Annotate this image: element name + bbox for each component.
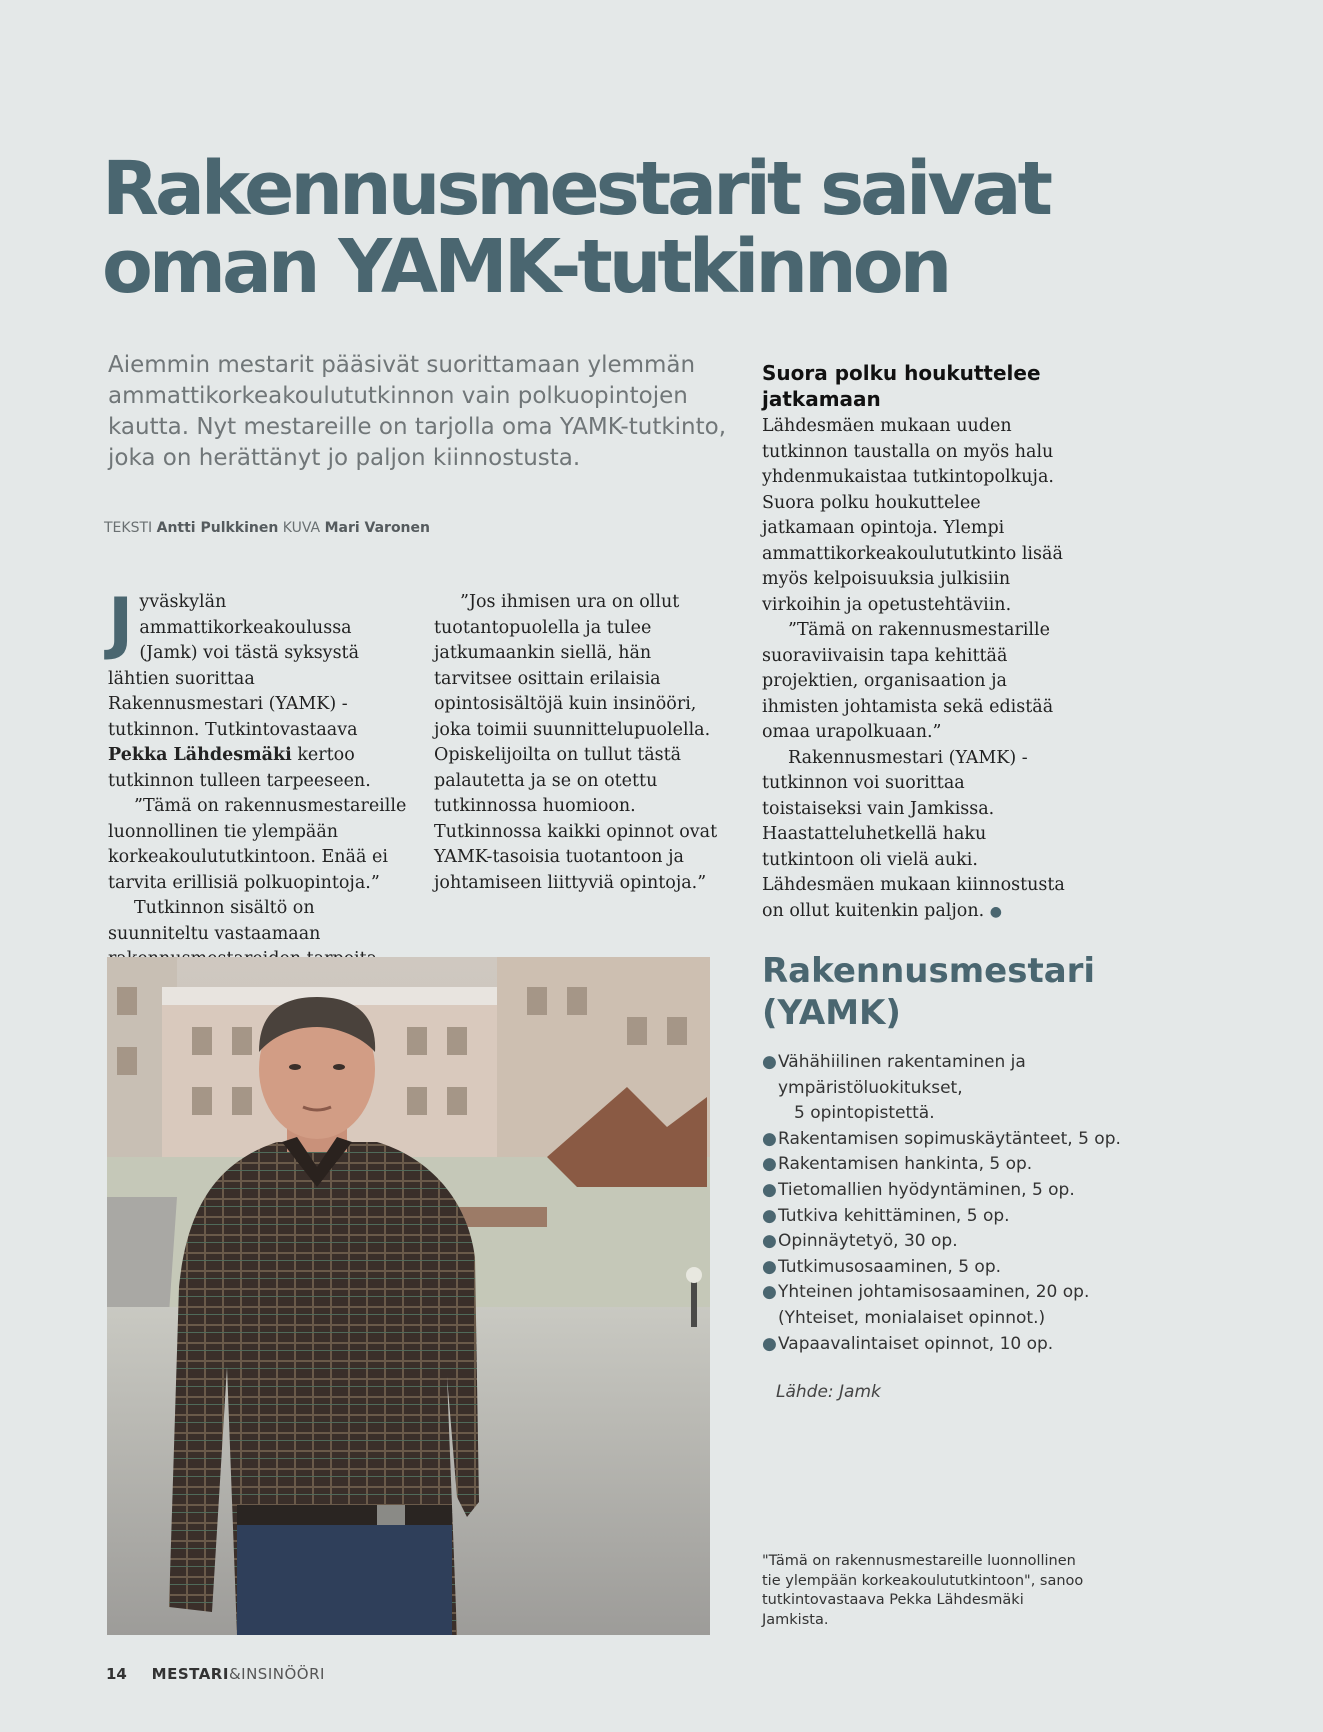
list-item-line: (Yhteiset, monialaiset opinnot.) <box>778 1307 1046 1328</box>
list-item <box>762 1255 1162 1281</box>
body-paragraph-3: Tutkinnon sisältö on suunniteltu vastaamaan <box>108 898 321 944</box>
list-item <box>762 1280 1162 1331</box>
body-column-2 <box>434 590 734 896</box>
body-paragraph-4: ”Jos ihmisen ura on ollut tuotantopuolella ja tulee jatkumaankin siellä, hän tarvitsee osittain erilaisia opintosisältöjä kuin insinööri, joka toimii suunnittelupuolella. Opiskelijoilta on tullut tästä palautetta ja se on otettu tutkinnossa huomioon. Tutkinnossa kaikki opinnot ovat YAMK-tasoisia tuotantoon ja johtamiseen liittyviä opintoja.” <box>434 592 718 893</box>
bullet-icon: ● <box>762 1128 777 1149</box>
list-item <box>762 1332 1162 1358</box>
course-list <box>762 1050 1162 1357</box>
list-item-line: Tietomallien hyödyntäminen, 5 op. <box>778 1179 1075 1200</box>
p7-text: Rakennusmestari (YAMK) -tutkinnon voi suorittaa toistaiseksi vain Jamkissa. Haastatteluhetkellä haku tutkintoon oli vielä auki. Lähdesmäen mukaan kiinnostusta on ollut kuitenkin paljon. <box>762 747 1065 921</box>
magazine-name-bold: MESTARI <box>151 1665 229 1683</box>
bullet-icon: ● <box>762 1154 777 1175</box>
text-author: Antti Pulkkinen <box>156 520 279 536</box>
bullet-icon: ● <box>762 1205 777 1226</box>
p1-text-b: kertoo tutkinnon tulleen tarpeeseen. <box>108 745 371 791</box>
end-mark-icon: ● <box>989 903 1002 920</box>
list-item-line: Tutkiva kehittäminen, 5 op. <box>778 1205 1010 1226</box>
page-number: 14 <box>106 1665 127 1683</box>
factbox-title-line-1: Rakennusmestari <box>762 951 1096 991</box>
list-item <box>762 1127 1162 1153</box>
photo-author: Mari Varonen <box>324 520 430 536</box>
factbox-source: Lähde: Jamk <box>776 1382 881 1402</box>
drop-cap: J <box>108 584 134 663</box>
body-paragraph-7 <box>762 746 1067 926</box>
bullet-icon: ● <box>762 1256 777 1277</box>
p1-name: Pekka Lähdesmäki <box>108 745 292 765</box>
list-item <box>762 1152 1162 1178</box>
body-paragraph-1 <box>108 584 408 794</box>
article-title <box>102 146 1102 310</box>
subheading: Suora polku houkuttelee jatkamaan <box>762 361 1041 411</box>
list-item-line: Rakentamisen sopimuskäytänteet, 5 op. <box>778 1128 1121 1149</box>
text-label: TEKSTI <box>104 520 153 536</box>
magazine-name-rest: &INSINÖÖRI <box>228 1665 325 1683</box>
photo-label: KUVA <box>282 520 321 536</box>
list-item-line: Tutkimusosaaminen, 5 op. <box>778 1256 1002 1277</box>
byline <box>104 520 430 536</box>
lead-paragraph: Aiemmin mestarit pääsivät suorittamaan ylemmän ammattikorkeakoulututkinnon vain polkuopintojen kautta. Nyt mestareille on tarjolla oma YAMK-tutkinto, joka on herättänyt jo paljon kiinnostusta. <box>108 352 727 471</box>
list-item-line: Yhteinen johtamisosaaminen, 20 op. <box>778 1282 1090 1303</box>
body-column-3 <box>762 360 1067 925</box>
list-item-line: ympäristöluokitukset, <box>778 1077 963 1098</box>
page-footer <box>106 1665 325 1683</box>
title-line-1: Rakennusmestarit saivat <box>102 146 1049 232</box>
bullet-icon: ● <box>762 1333 777 1354</box>
list-item-line: Rakentamisen hankinta, 5 op. <box>778 1154 1033 1175</box>
body-paragraph-5: Lähdesmäen mukaan uuden tutkinnon taustalla on myös halu yhdenmukaistaa tutkintopolkuja. Suora polku houkuttelee jatkamaan opintoja. Ylempi ammattikorkeakoulututkinto lisää myös kelpoisuuksia julkisiin virkoihin ja opetustehtäviin. <box>762 416 1063 615</box>
list-item-line: Vähähiilinen rakentaminen ja <box>778 1052 1026 1072</box>
bullet-icon: ● <box>762 1052 777 1072</box>
body-paragraph-2: ”Tämä on rakennusmestareille luonnollinen tie ylempään korkeakoulututkintoon. Enää ei tarvita erillisiä polkuopintoja.” <box>108 796 407 893</box>
list-item-line: 5 opintopistettä. <box>794 1103 935 1124</box>
list-item <box>762 1050 1162 1127</box>
body-paragraph-6: ”Tämä on rakennusmestarille suoraviivaisin tapa kehittää projektien, organisaation ja ihmisten johtamista sekä edistää omaa urapolkuaan.” <box>762 620 1054 742</box>
portrait-photo <box>107 957 710 1635</box>
list-item <box>762 1204 1162 1230</box>
p1-text-a: yväskylän ammattikorkeakoulussa (Jamk) voi tästä syksystä lähtien suorittaa Rakennusmestari (YAMK) -tutkinnon. Tutkintovastaava <box>108 592 360 740</box>
photo-caption: "Tämä on rakennusmestareille luonnollinen tie ylempään korkeakoulututkintoon", sanoo tutkintovastaava Pekka Lähdesmäki Jamkista. <box>762 1553 1084 1628</box>
list-item-line: Opinnäytetyö, 30 op. <box>778 1231 958 1252</box>
portrait-photo-illustration <box>107 957 710 1635</box>
list-item <box>762 1178 1162 1204</box>
list-item <box>762 1229 1162 1255</box>
bullet-icon: ● <box>762 1231 777 1252</box>
body-column-1 <box>108 584 408 973</box>
factbox-title <box>762 950 1095 1034</box>
title-line-2: oman YAMK-tutkinnon <box>102 224 949 310</box>
list-item-line: Vapaavalintaiset opinnot, 10 op. <box>778 1333 1054 1354</box>
bullet-icon: ● <box>762 1179 777 1200</box>
bullet-icon: ● <box>762 1282 777 1303</box>
factbox-title-line-2: (YAMK) <box>762 993 901 1033</box>
